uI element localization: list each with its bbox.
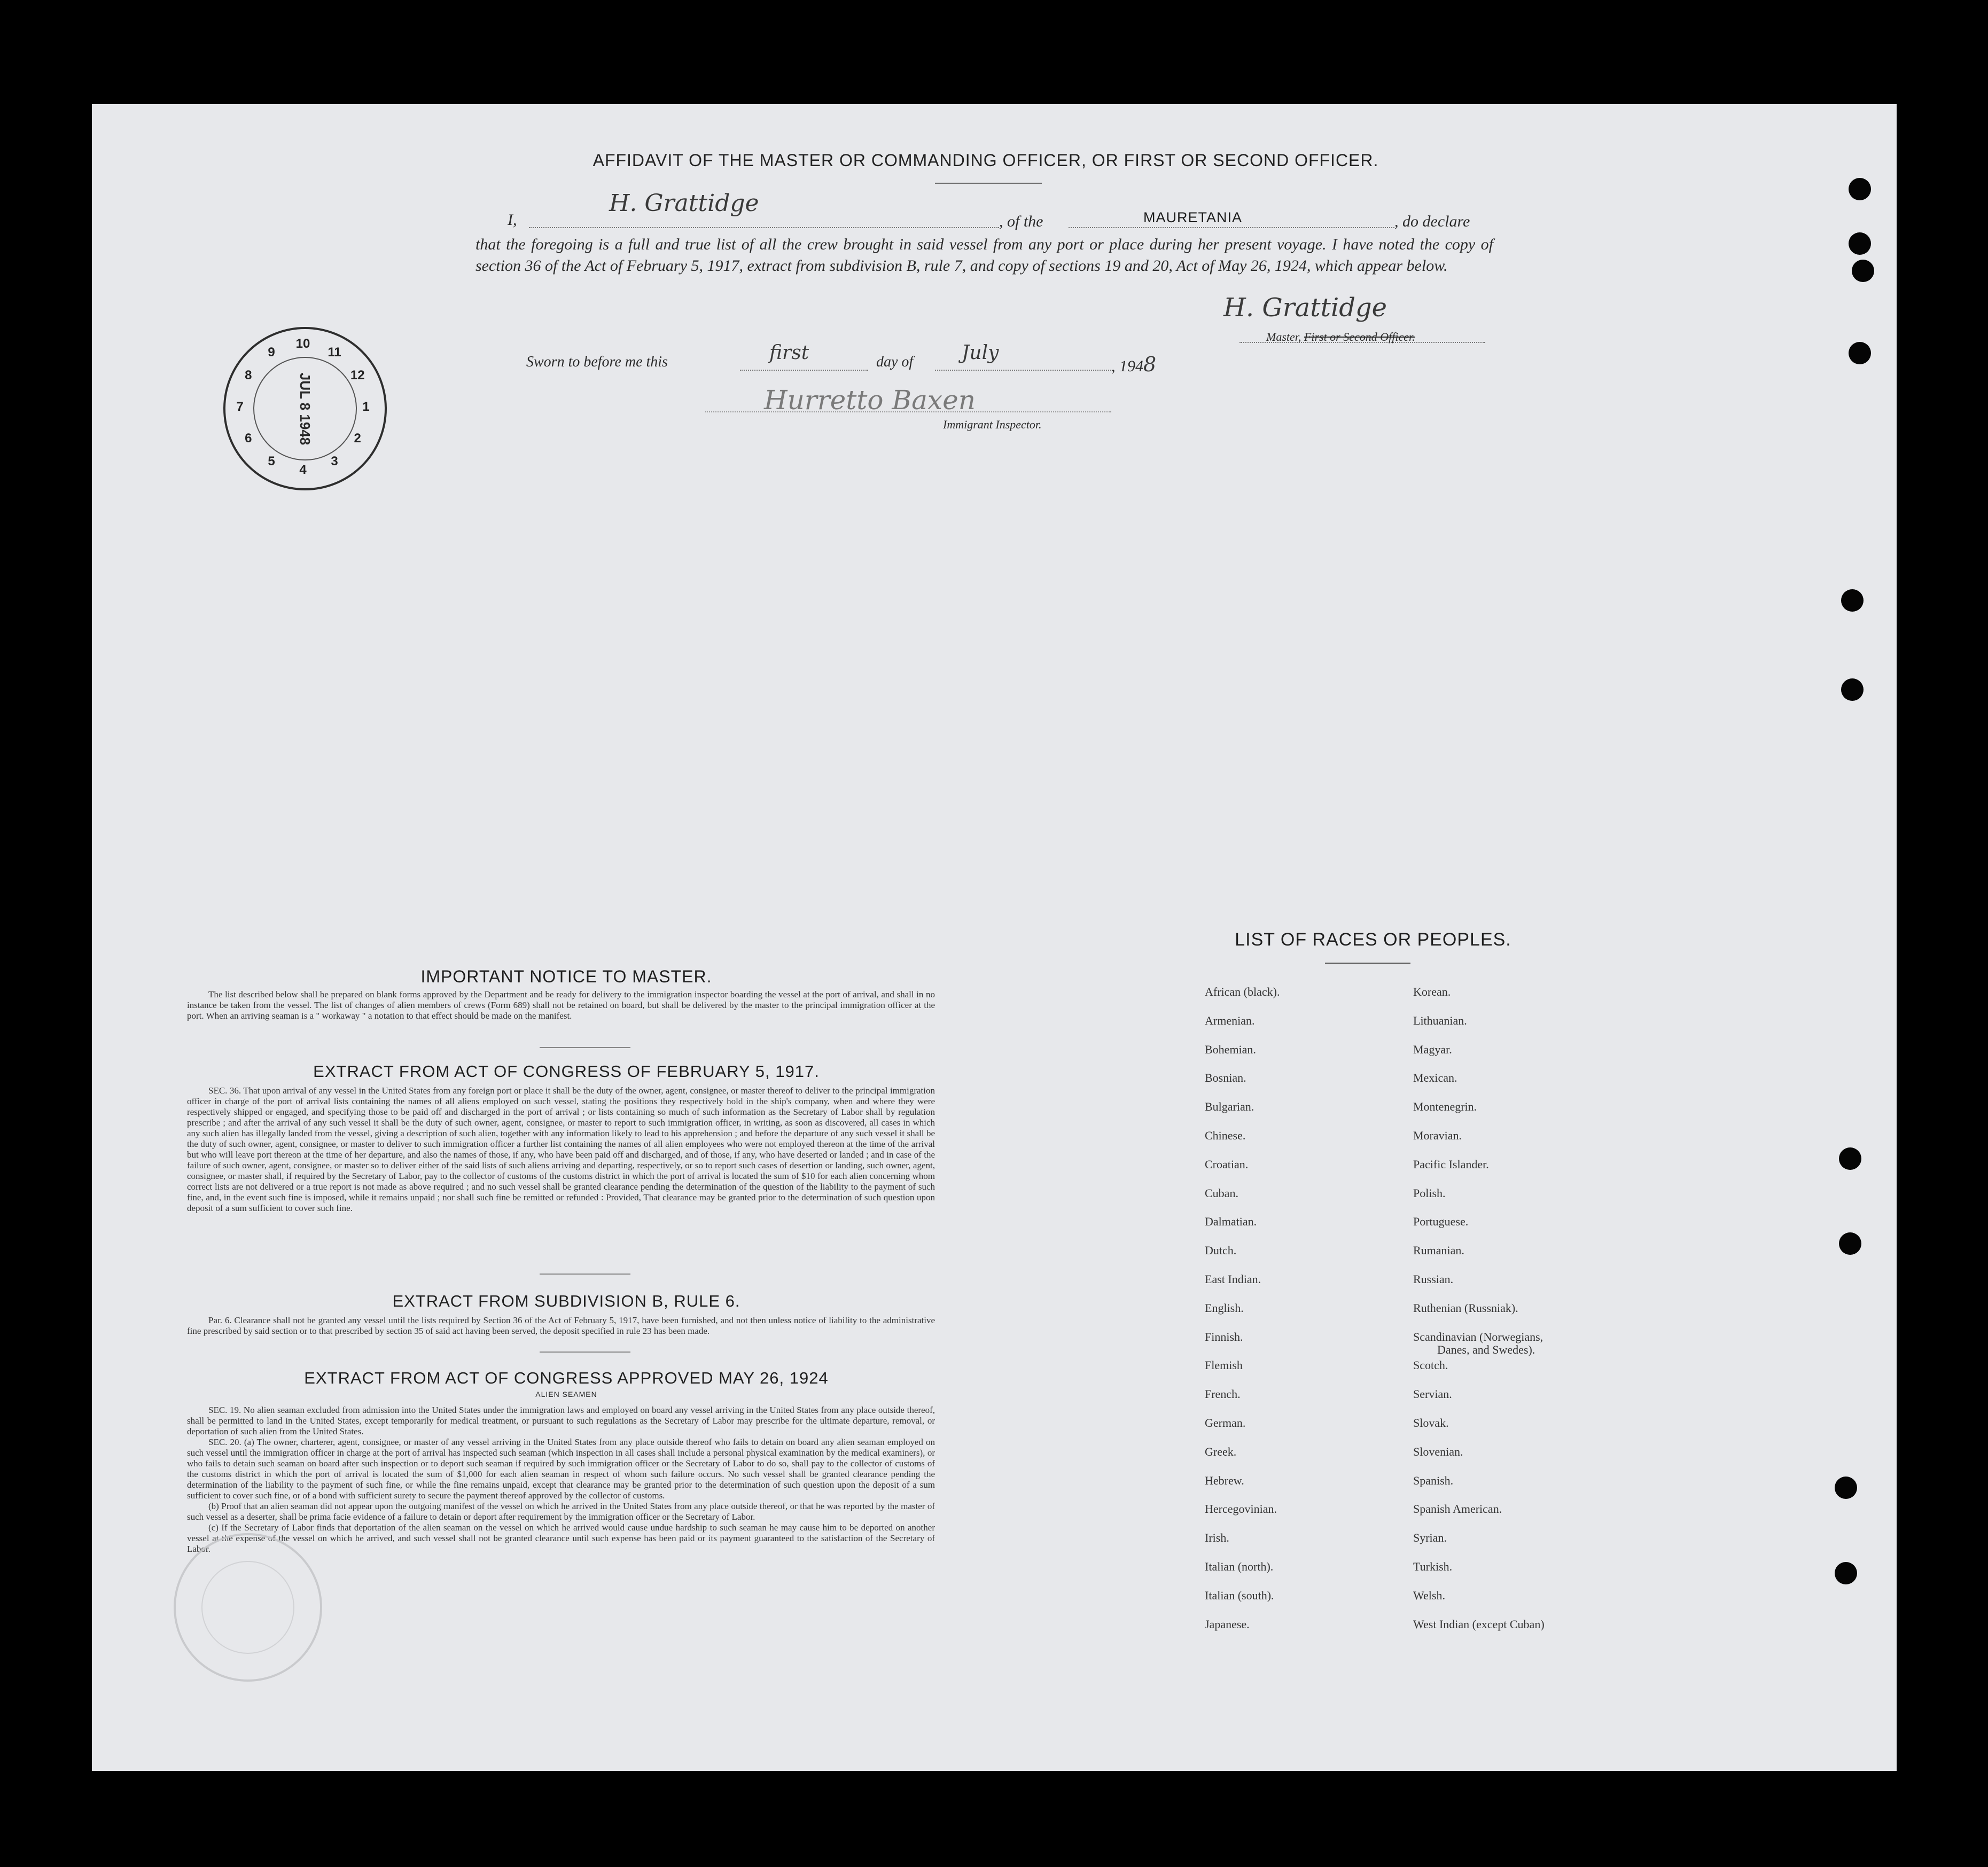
inspection-date-stamp [223,327,387,490]
day-of-label: day of [876,354,914,370]
section-rule [540,1274,630,1275]
race-item: Lithuanian. [1413,1014,1467,1027]
race-item: Croatian. [1205,1158,1249,1171]
race-item: Polish. [1413,1186,1446,1200]
stamp-date: JUL 8 1948 [297,372,314,445]
faded-stamp-inner [201,1561,294,1654]
race-item: German. [1205,1416,1246,1429]
race-item: Servian. [1413,1387,1452,1401]
inspector-label: Immigrant Inspector. [943,418,1042,431]
race-item: Scandinavian (Norwegians, [1413,1330,1543,1343]
section-rule [540,1352,630,1353]
stamp-number: 11 [328,345,341,360]
race-item: French. [1205,1387,1241,1401]
stamp-number: 10 [295,337,310,351]
race-item: Spanish American. [1413,1502,1502,1516]
punch-hole [1839,1147,1861,1170]
race-item: Pacific Islander. [1413,1158,1489,1171]
year-label [1111,353,1156,376]
punch-hole [1849,342,1871,364]
year-digit: 8 [1143,353,1157,376]
race-item: Flemish [1205,1358,1243,1372]
sworn-month: July [962,342,999,364]
sworn-label: Sworn to before me this [526,354,668,370]
sworn-month-line [935,370,1111,371]
race-item: Hebrew. [1205,1474,1244,1487]
race-item: Portuguese. [1413,1215,1469,1228]
year-prefix: , 194 [1111,357,1143,375]
punch-hole [1835,1562,1857,1584]
punch-hole [1841,678,1864,701]
sec-19-paragraph: SEC. 19. No alien seaman excluded from admission into the United States under the immigration laws and employed on board any vessel arriving in the United States from any place outside thereof, shall be permitted to land in the United States, except temporarily for medical treatment, or pursuant to such regulations as the Secretary of Labor may prescribe for the ultimate departure, removal, or deportation of such alien from the United States. [187,1405,935,1436]
race-item: Cuban. [1205,1186,1238,1200]
notice-paragraph: The list described below shall be prepared on blank forms approved by the Department and be ready for delivery to the immigration inspector boarding the vessel at the port of arrival, and shall in no instance be taken from the vessel. The list of changes of alien members of crews (Form 689) shall not be retained on board, but shall be delivered by the master to the principal immigration officer at the port. When an arriving seaman is a " workaway " a notation to that effect should be made on the manifest. [187,989,935,1021]
stamp-number: 5 [268,454,275,469]
inspector-line [705,411,1111,412]
stamp-number: 2 [354,431,361,446]
race-item: Korean. [1413,985,1451,998]
vessel-name: MAURETANIA [1143,209,1243,225]
race-item: Italian (south). [1205,1589,1274,1602]
race-scandinavian-continuation: Danes, and Swedes). [1437,1343,1535,1356]
section-rule [540,1047,630,1048]
race-item: Rumanian. [1413,1244,1464,1257]
race-item: African (black). [1205,985,1280,998]
punch-hole [1852,260,1874,282]
stamp-number: 9 [268,345,275,360]
master-label [1266,330,1415,344]
race-item: Moravian. [1413,1129,1462,1142]
extract-1917-text [187,1085,935,1214]
sworn-day: first [769,342,809,364]
race-item: Hercegovinian. [1205,1502,1277,1516]
punch-hole [1841,589,1864,612]
faded-stamp [174,1533,322,1682]
punch-hole [1839,1232,1861,1255]
stamp-number: 8 [245,368,252,382]
master-label-text: Master, [1266,330,1301,343]
race-item: Bulgarian. [1205,1100,1254,1113]
race-item: West Indian (except Cuban) [1413,1618,1545,1631]
extract-1924-title: EXTRACT FROM ACT OF CONGRESS APPROVED MAY 26, 1924 [304,1369,829,1387]
race-item: Turkish. [1413,1560,1453,1573]
race-item: Montenegrin. [1413,1100,1477,1113]
affidavit-body: that the foregoing is a full and true list of all the crew brought in said vessel from any port or place during her present voyage. I have noted the copy of section 36 of the Act of February 5, 1917, extract from subdivision B, rule 7, and copy of sections 19 and 20, Act of May 26, 1924, which appear below. [475,236,1493,275]
punch-hole [1849,232,1871,255]
race-item: Slovenian. [1413,1445,1463,1458]
stamp-number: 4 [299,463,307,477]
punch-hole [1849,178,1871,200]
race-item: Dalmatian. [1205,1215,1257,1228]
race-item: Slovak. [1413,1416,1449,1429]
stamp-number: 3 [331,454,338,469]
race-item: Syrian. [1413,1531,1447,1544]
race-item: Ruthenian (Russniak). [1413,1301,1518,1315]
stamp-number: 12 [350,368,365,382]
race-item: Russian. [1413,1272,1454,1286]
race-item: Spanish. [1413,1474,1454,1487]
race-item: Finnish. [1205,1330,1243,1343]
extract-1924-text [187,1405,935,1554]
race-item: East Indian. [1205,1272,1261,1286]
title-rule [935,183,1042,184]
race-item: Irish. [1205,1531,1229,1544]
races-title-rule [1325,963,1410,964]
extract-rule6-paragraph: Par. 6. Clearance shall not be granted any vessel until the lists required by Section 36 of the Act of February 5, 1917, have been furnished, and not then unless notice of liability to the administrative fine prescribed by said section or to that prescribed by section 35 of said act having been served, the deposit specified in rule 23 has been made. [187,1315,935,1336]
extract-rule6-title: EXTRACT FROM SUBDIVISION B, RULE 6. [392,1292,740,1310]
race-item: Bohemian. [1205,1043,1256,1056]
race-item: Bosnian. [1205,1071,1246,1084]
race-item: Mexican. [1413,1071,1457,1084]
race-item: Japanese. [1205,1618,1250,1631]
notice-title: IMPORTANT NOTICE TO MASTER. [420,967,712,986]
sec-20c-paragraph: (c) If the Secretary of Labor finds that deportation of the alien seaman on the vessel on which he arrived would cause undue hardship to such seaman he may cause him to be deported on another vessel at the expense of the vessel on which he arrived, and such vessel shall not be granted clearance until such expense has been paid or its payment guaranteed to the satisfaction of the Secretary of Labor. [187,1522,935,1554]
sec-20b-paragraph: (b) Proof that an alien seaman did not appear upon the outgoing manifest of the vessel on which he arrived in the United States from any place outside thereof, or that he was reported by the master of such vessel as a deserter, shall be prima facie evidence of a failure to detain or deport after requirement by the immigration officer or the Secretary of Labor. [187,1501,935,1522]
declarant-signature: H. Grattidge [609,190,759,217]
punch-hole [1835,1477,1857,1499]
race-item: Welsh. [1413,1589,1445,1602]
races-title: LIST OF RACES OR PEOPLES. [1235,929,1511,950]
stamp-number: 6 [245,431,252,446]
inspector-signature: Hurretto Baxen [764,385,976,416]
race-item: English. [1205,1301,1244,1315]
do-declare-label: , do declare [1394,213,1470,230]
vessel-line [1069,227,1394,228]
extract-rule6-text [187,1315,935,1337]
sworn-day-line [740,370,868,371]
declarant-prefix: I, [508,211,517,229]
stamp-number-ring [223,327,383,486]
extract-1917-paragraph: SEC. 36. That upon arrival of any vessel in the United States from any foreign port or place it shall be the duty of the owner, agent, consignee, or master thereof to deliver to the principal immigration officer in charge of the port of arrival lists containing the names of all aliens employed on such vessel, stating the positions they respectively hold in the ship's company, when and where they were respectively shipped or engaged, and specifying those to be paid off and discharged in the port of arrival ; or lists containing so much of such information as the Secretary of Labor shall by regulation prescribe ; and after the arrival of any such vessel it shall be the duty of such owner, agent, consignee, or master to report to such immigration officer, in writing, as soon as discovered, all cases in which any such alien has illegally landed from the vessel, giving a description of such alien, together with any information likely to lead to his apprehension ; and before the departure of any such vessel it shall be the duty of such owner, agent, consignee, or master to deliver to such immigration officer a further list containing the names of all alien employees who were not employed thereon at the time of the arrival but who will leave port thereon at the time of her departure, and also the names of those, if any, who have been paid off and discharged, and of those, if any, who have deserted or landed ; and in case of the failure of such owner, agent, consignee, or master so to deliver either of the said lists of such aliens arriving and departing, respectively, or so to report such cases of desertion or landing, such owner, agent, consignee, or master shall, if required by the Secretary of Labor, pay to the collector of customs of the customs district in which the port of arrival is located the sum of $10 for each alien concerning whom correct lists are not delivered or a true report is not made as above required ; and no such vessel shall be granted clearance pending the determination of the question of the liability to the payment of such fine, and, in the event such fine is imposed, while it remains unpaid ; nor shall such fine be remitted or refunded : Provided, That clearance may be granted prior to the determination of such question upon deposit of a sum sufficient to cover such fine. [187,1085,935,1213]
stamp-number: 1 [362,400,370,414]
of-the-label: , of the [999,213,1043,230]
race-item: Armenian. [1205,1014,1255,1027]
declarant-line [529,227,999,228]
extract-1924-subtitle: ALIEN SEAMEN [535,1390,597,1399]
race-item: Magyar. [1413,1043,1452,1056]
race-item: Greek. [1205,1445,1237,1458]
race-item: Dutch. [1205,1244,1237,1257]
extract-1917-title: EXTRACT FROM ACT OF CONGRESS OF FEBRUARY 5, 1917. [313,1062,820,1081]
master-signature: H. Grattidge [1223,293,1387,323]
race-item: Chinese. [1205,1129,1246,1142]
race-item: Italian (north). [1205,1560,1274,1573]
race-item: Scotch. [1413,1358,1448,1372]
affidavit-title: AFFIDAVIT OF THE MASTER OR COMMANDING OFFICER, OR FIRST OR SECOND OFFICER. [592,151,1379,170]
stamp-number: 7 [236,400,244,414]
struck-officer-text: First or Second Officer. [1304,330,1415,343]
sec-20a-paragraph: SEC. 20. (a) The owner, charterer, agent, consignee, or master of any vessel arriving in the United States from any place outside thereof who fails to detain on board any alien seaman employed on such vessel until the immigration officer in charge at the port of arrival has inspected such seaman (which inspection in all cases shall include a personal physical examination by the medical examiners), or who fails to detain such seaman on board after such inspection or to deport such seaman if required by such immigration officer or the Secretary of Labor to do so, shall pay to the collector of customs of the customs district in which the port of arrival is located the sum of $1,000 for each alien seaman in respect of whom such failure occurs. No such vessel shall be granted clearance pending the determination of the liability to the payment of such fine, or while the fine remains unpaid, except that clearance may be granted prior to the determination of such question upon the deposit of a sum sufficient to cover such fine, or of a bond with sufficient surety to secure the payment thereof approved by the collector of customs. [187,1437,935,1501]
notice-text [187,989,935,1021]
